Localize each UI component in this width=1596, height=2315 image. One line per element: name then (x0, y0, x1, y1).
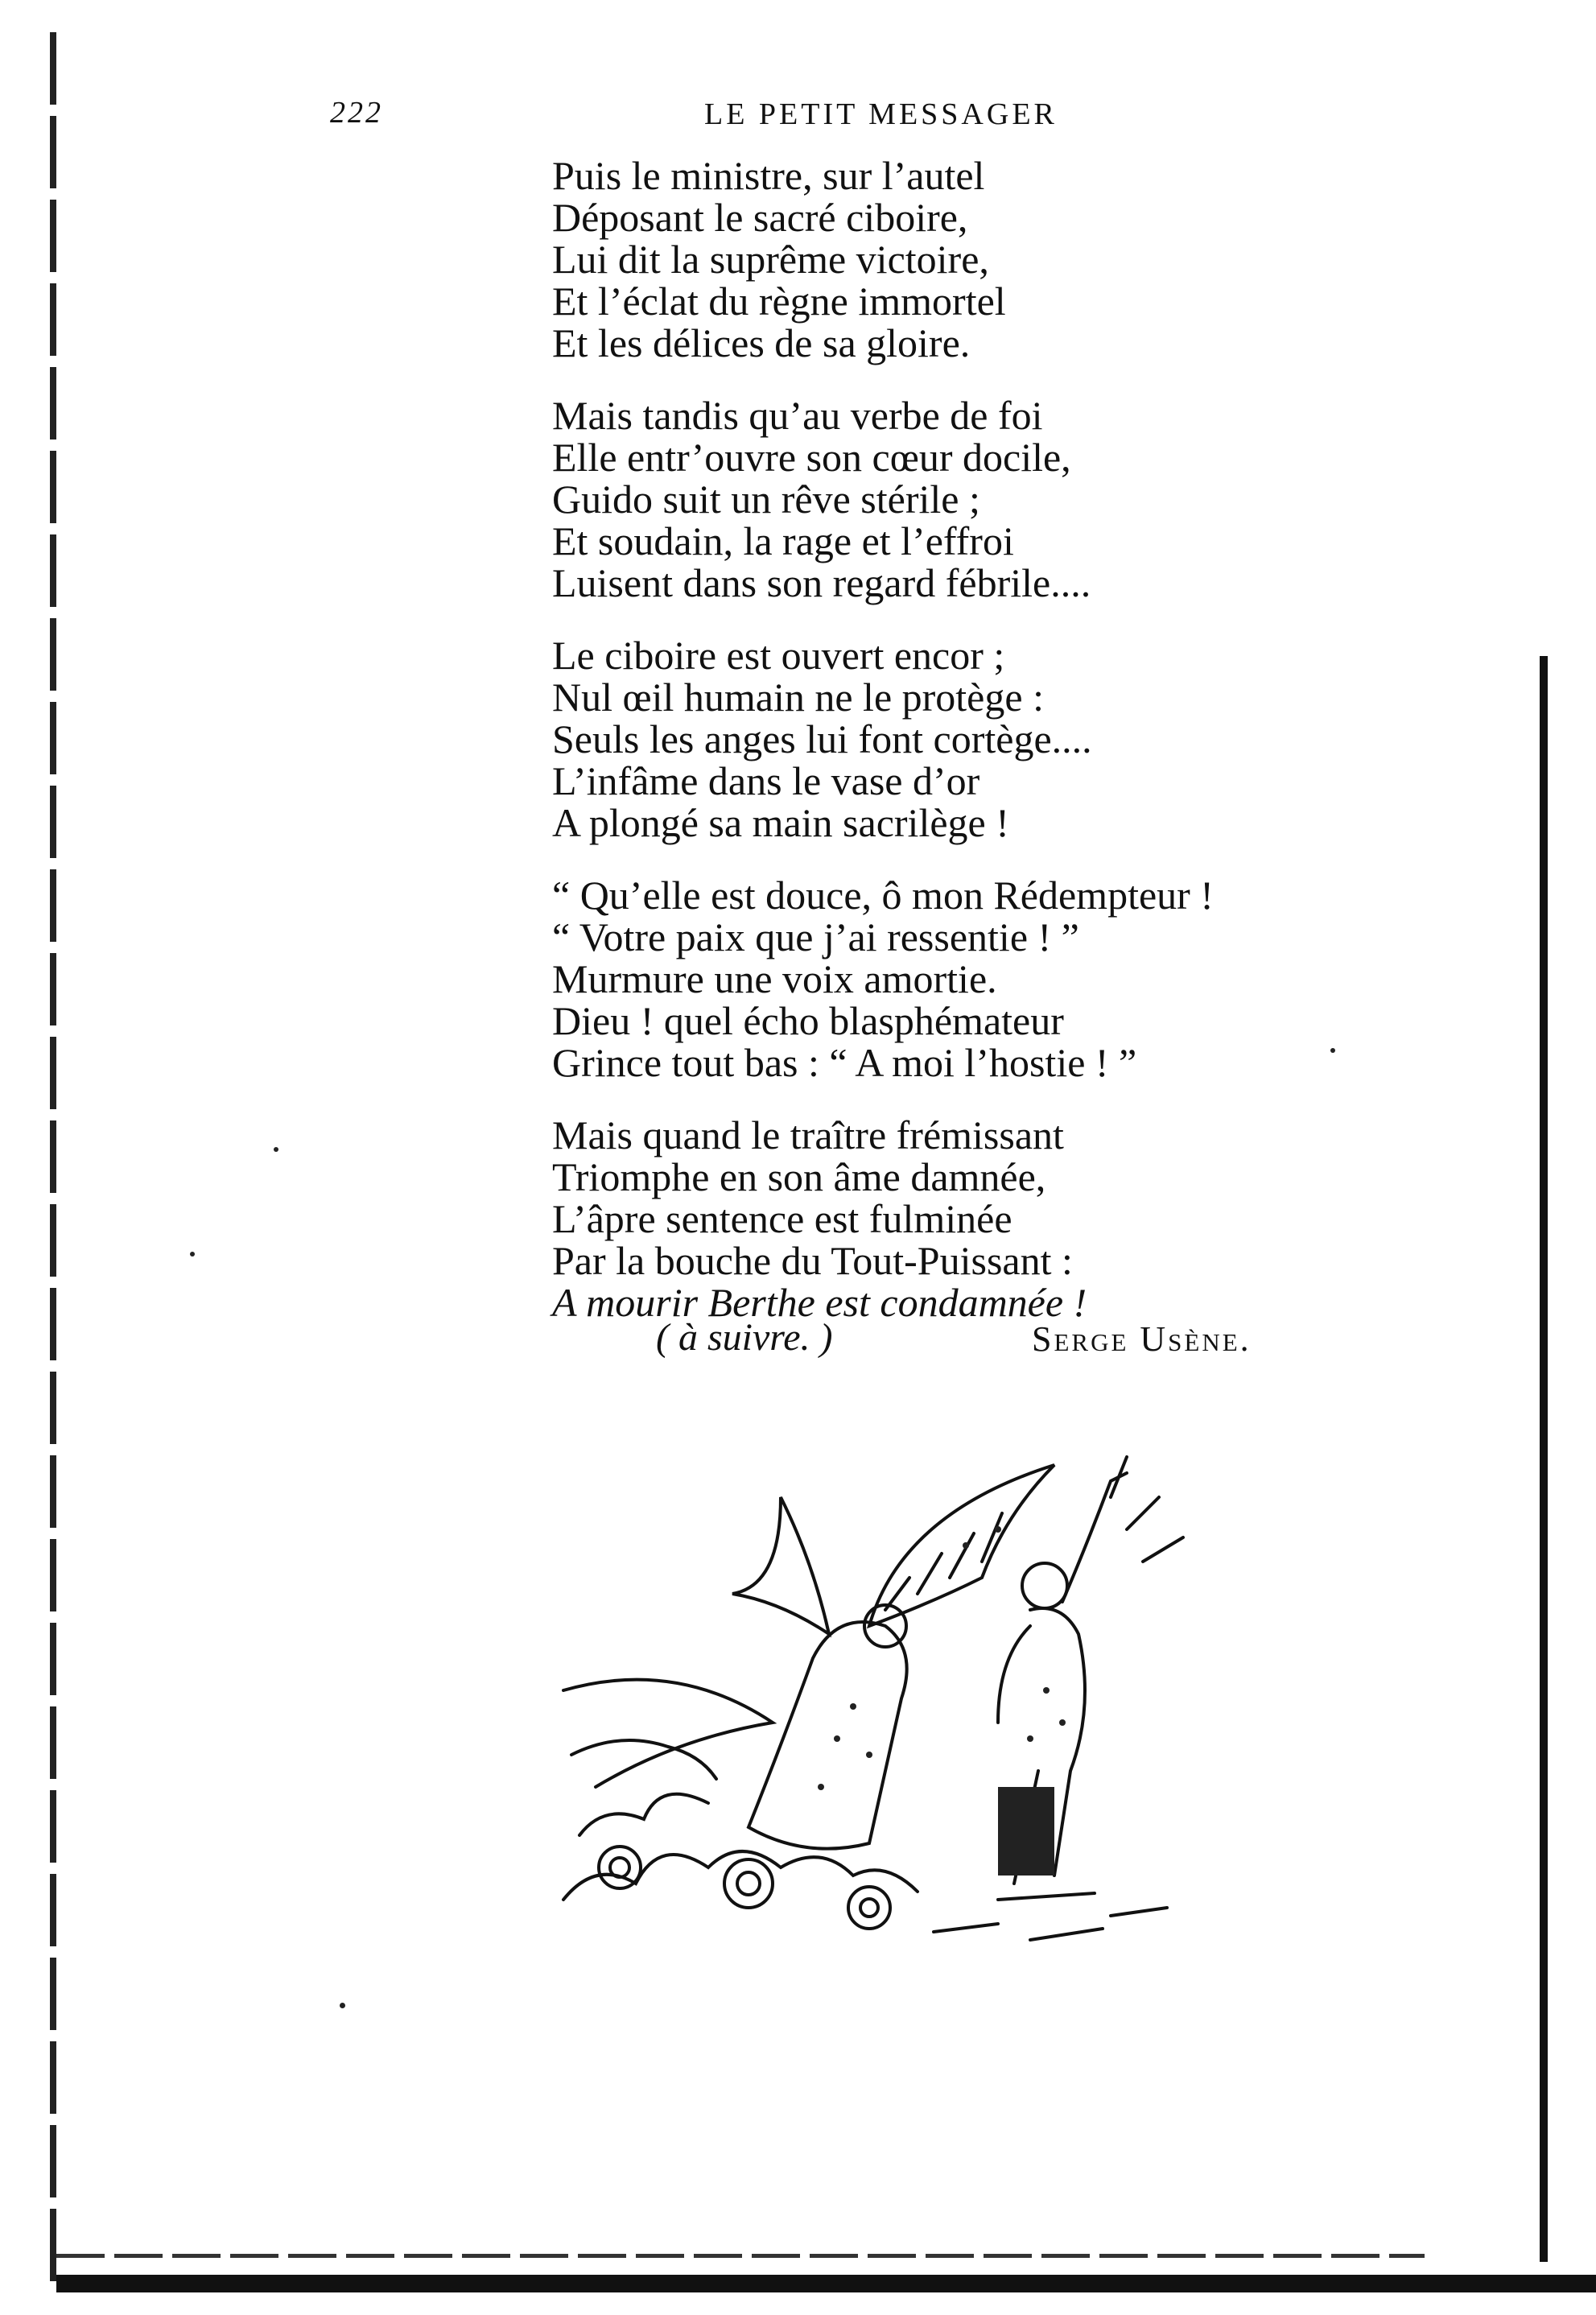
verse-line: Seuls les anges lui font cortège.... (552, 716, 1092, 761)
engraving-stipple (963, 1542, 969, 1549)
cloud-curl (848, 1887, 890, 1929)
running-title: LE PETIT MESSAGER (704, 97, 1058, 131)
verse-line: Grince tout bas : “ A moi l’hostie ! ” (552, 1040, 1137, 1085)
engraving-stipple (818, 1784, 824, 1790)
stanza-3 (552, 634, 1357, 844)
ink-speck (340, 2003, 345, 2008)
verse-line: Dieu ! quel écho blasphémateur (552, 998, 1064, 1043)
verse-line: Par la bouche du Tout-Puissant : (552, 1238, 1073, 1283)
engraving-stipple (866, 1752, 872, 1758)
cloud-curl (737, 1872, 760, 1895)
verse-line: Et l’éclat du règne immortel (552, 279, 1006, 324)
verse-line: Mais quand le traître frémissant (552, 1112, 1064, 1158)
verse-line: Et soudain, la rage et l’effroi (552, 518, 1014, 563)
stanza-1 (552, 155, 1357, 364)
verse-line-italic: A mourir Berthe est condamnée ! (552, 1280, 1087, 1325)
rays (1111, 1457, 1183, 1562)
page-number: 222 (330, 96, 383, 130)
verse-line: L’âpre sentence est fulminée (552, 1196, 1012, 1241)
angel-engraving-illustration (547, 1449, 1223, 1948)
cloud-curl (860, 1899, 878, 1917)
verse-line: Nul œil humain ne le protège : (552, 675, 1044, 720)
stanza-4 (552, 874, 1357, 1083)
bottom-dashed-rule (56, 2254, 1425, 2258)
verse-line: Murmure une voix amortie. (552, 956, 997, 1001)
wing-right (869, 1465, 1054, 1626)
verse-line: L’infâme dans le vase d’or (552, 758, 980, 803)
stanza-2 (552, 394, 1357, 604)
engraving-stipple (1043, 1687, 1050, 1694)
cloud-curl (724, 1859, 773, 1908)
verse-line: A plongé sa main sacrilège ! (552, 800, 1009, 845)
engraving-stipple (1027, 1735, 1033, 1742)
cloud-swirl (579, 1794, 708, 1835)
cloud-curl (599, 1847, 641, 1888)
to-be-continued-note: ( à suivre. ) (656, 1316, 833, 1359)
verse-line: Mais tandis qu’au verbe de foi (552, 393, 1043, 438)
verse-line: “ Votre paix que j’ai ressentie ! ” (552, 914, 1079, 959)
ink-speck (1330, 1048, 1335, 1053)
right-border-rule (1540, 656, 1548, 2262)
bottom-border-rule (56, 2275, 1596, 2292)
wing-low (563, 1680, 773, 1787)
man-raised-arm (1062, 1473, 1127, 1602)
author-signature: Serge Usène. (1032, 1319, 1252, 1359)
ink-speck (190, 1252, 195, 1257)
stanza-5 (552, 1114, 1357, 1323)
verse-line: Elle entr’ouvre son cœur docile, (552, 435, 1071, 480)
verse-line: Triomphe en son âme damnée, (552, 1154, 1046, 1199)
engraving-stipple (850, 1703, 856, 1710)
cloud-curl (610, 1858, 629, 1877)
verse-line: Puis le ministre, sur l’autel (552, 153, 985, 198)
verse-line: Déposant le sacré ciboire, (552, 195, 968, 240)
angel-figure (749, 1622, 907, 1849)
engraving-stipple (995, 1526, 1001, 1533)
engraving-shadow (998, 1787, 1054, 1876)
verse-line: Guido suit un rêve stérile ; (552, 477, 980, 522)
left-binding-edge (50, 32, 56, 2292)
wing-left (732, 1497, 829, 1634)
poem-footer (0, 1315, 1596, 1364)
verse-line: Le ciboire est ouvert encor ; (552, 633, 1005, 678)
poem (552, 155, 1357, 1354)
verse-line: Et les délices de sa gloire. (552, 320, 971, 365)
verse-line: Luisent dans son regard fébrile.... (552, 560, 1091, 605)
verse-line: “ Qu’elle est douce, ô mon Rédempteur ! (552, 873, 1214, 918)
engraving-stipple (1059, 1719, 1066, 1726)
cloud-swirl (571, 1740, 716, 1779)
floor-lines (934, 1893, 1167, 1940)
engraving-stipple (834, 1735, 840, 1742)
ink-speck (274, 1147, 278, 1152)
verse-line: Lui dit la suprême victoire, (552, 237, 989, 282)
man-head (1022, 1563, 1067, 1608)
